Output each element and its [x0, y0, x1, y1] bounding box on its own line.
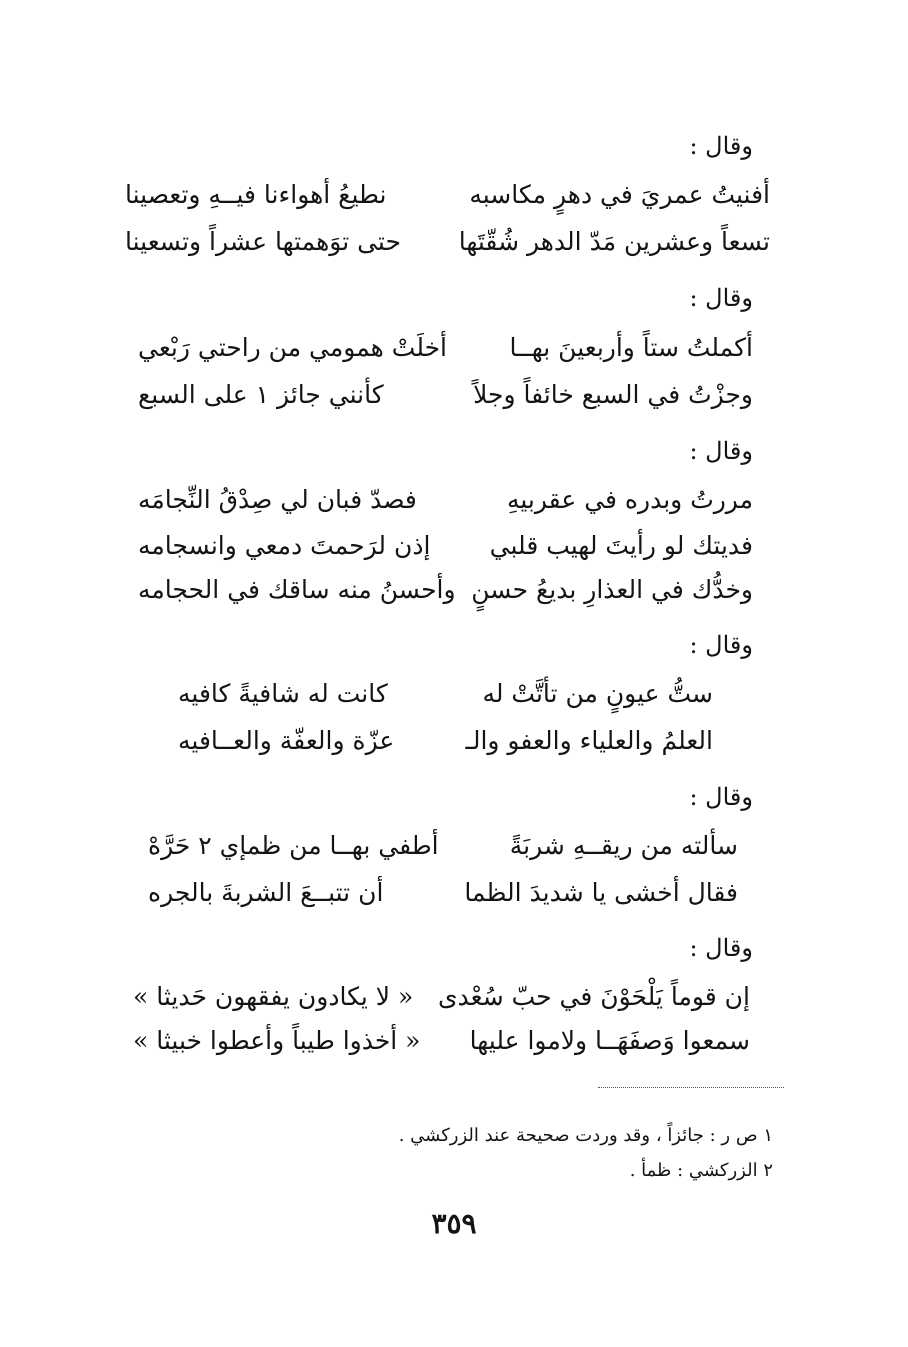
verse-first-hemistich: ستُّ عيونٍ من تأتَّتْ له: [482, 679, 713, 708]
verse-line: [148, 829, 738, 863]
verse-line: [133, 1024, 750, 1058]
verse-second-hemistich: وأحسنُ منه ساقك في الحجامه: [138, 575, 456, 604]
verse-second-hemistich: فصدّ فبان لي صِدْقُ النِّجامَه: [138, 485, 417, 514]
verse-second-hemistich: كأنني جائز ١ على السبع: [138, 380, 384, 409]
verse-second-hemistich: عزّة والعفّة والعــافيه: [178, 726, 395, 755]
verse-first-hemistich: أكملتُ ستاً وأربعينَ بهــا: [509, 333, 753, 362]
verse-first-hemistich: العلمُ والعلياء والعفو والـ: [465, 726, 713, 755]
verse-line: [138, 331, 753, 365]
footnote-separator: [598, 1087, 784, 1088]
verse-line: [138, 483, 753, 517]
verse-first-hemistich: مررتُ وبدره في عقربيهِ: [506, 485, 753, 514]
verse-second-hemistich: كانت له شافيةً كافيه: [178, 679, 388, 708]
section-intro: وقال :: [689, 132, 753, 160]
verse-second-hemistich: نطيعُ أهواءنا فيــهِ وتعصينا: [125, 180, 387, 209]
verse-line: [178, 724, 713, 758]
verse-first-hemistich: وخدُّك في العذارِ بديعُ حسنٍ: [471, 575, 753, 604]
verse-second-hemistich: أخلَتْ همومي من راحتي رَبْعي: [138, 333, 447, 362]
section-intro: وقال :: [689, 437, 753, 465]
verse-first-hemistich: فقال أخشى يا شديدَ الظما: [464, 878, 738, 907]
verse-first-hemistich: سمعوا وَصفَهَــا ولاموا عليها: [469, 1026, 750, 1055]
verse-line: [138, 573, 753, 607]
verse-first-hemistich: تسعاً وعشرين مَدّ الدهر شُقّتَها: [458, 227, 770, 256]
verse-first-hemistich: إن قوماً يَلْحَوْنَ في حبّ سُعْدى: [437, 982, 750, 1011]
verse-line: [138, 378, 753, 412]
verse-second-hemistich: أن تتبــعَ الشربةَ بالجره: [148, 878, 384, 907]
verse-line: [125, 178, 770, 212]
footnote: ٢ الزركشي : ظمأ .: [629, 1160, 773, 1181]
verse-first-hemistich: سألته من ريقــهِ شربَةً: [509, 831, 738, 860]
verse-line: [125, 225, 770, 259]
page-number: ٣٥٩: [431, 1207, 477, 1240]
verse-line: [178, 677, 713, 711]
verse-second-hemistich: إذن لرَحمتَ دمعي وانسجامه: [138, 531, 431, 560]
verse-second-hemistich: « أخذوا طيباً وأعطوا خبيثا »: [133, 1026, 421, 1055]
verse-line: [148, 876, 738, 910]
verse-second-hemistich: « لا يكادون يفقهون حَديثا »: [133, 982, 414, 1011]
verse-line: [133, 980, 750, 1014]
section-intro: وقال :: [689, 631, 753, 659]
verse-first-hemistich: أفنيتُ عمريَ في دهرٍ مكاسبه: [469, 180, 770, 209]
verse-second-hemistich: حتى توَهمتها عشراً وتسعينا: [125, 227, 401, 256]
footnote: ١ ص ر : جائزاً ، وقد وردت صحيحة عند الزركشي .: [398, 1125, 773, 1146]
verse-first-hemistich: فديتك لو رأيتَ لهيب قلبي: [489, 531, 753, 560]
verse-line: [138, 529, 753, 563]
section-intro: وقال :: [689, 284, 753, 312]
verse-first-hemistich: وجزْتُ في السبع خائفاً وجلاً: [473, 380, 753, 409]
section-intro: وقال :: [689, 934, 753, 962]
section-intro: وقال :: [689, 783, 753, 811]
verse-second-hemistich: أطفي بهــا من ظمإي ٢ حَرَّهْ: [148, 831, 439, 860]
